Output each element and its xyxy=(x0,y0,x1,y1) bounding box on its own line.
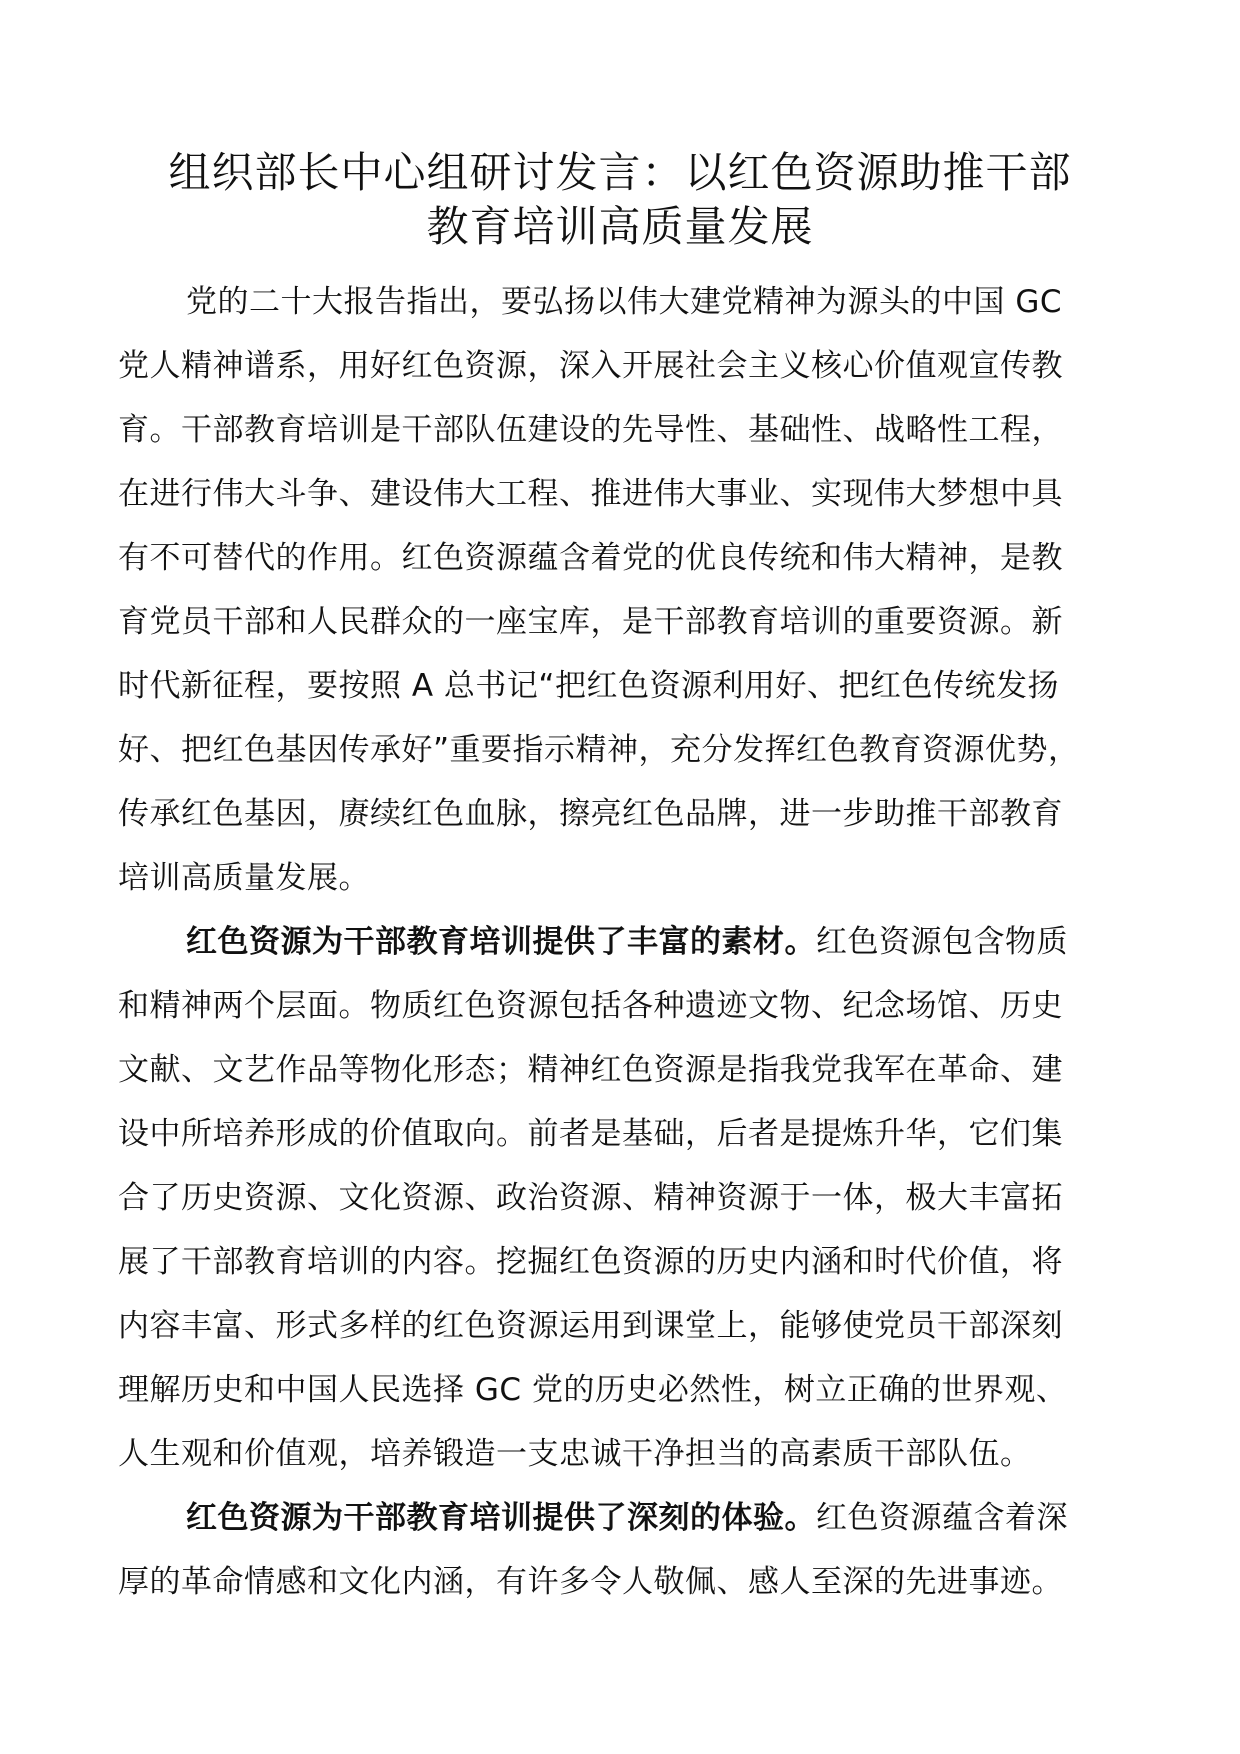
text-line: 党人精神谱系，用好红色资源，深入开展社会主义核心价值观宣传教 xyxy=(118,348,1063,384)
text-line: 展了干部教育培训的内容。挖掘红色资源的历史内涵和时代价值，将 xyxy=(118,1244,1063,1280)
text-line: 有不可替代的作用。红色资源蕴含着党的优良传统和伟大精神，是教 xyxy=(118,540,1063,576)
text-line: 理解历史和中国人民选择 GC 党的历史必然性，树立正确的世界观、 xyxy=(118,1372,1068,1408)
text-line: 育党员干部和人民群众的一座宝库，是干部教育培训的重要资源。新 xyxy=(118,604,1063,640)
bold-heading: 红色资源为干部教育培训提供了丰富的素材。 xyxy=(186,924,816,960)
text-line: 育。干部教育培训是干部队伍建设的先导性、基础性、战略性工程， xyxy=(118,412,1063,448)
title-line-1: 组织部长中心组研讨发言：以红色资源助推干部 xyxy=(168,148,1072,197)
text-line: 时代新征程，要按照 A 总书记“把红色资源利用好、把红色传统发扬 xyxy=(118,668,1059,704)
text-line: 培训高质量发展。 xyxy=(118,860,370,896)
text-line: 设中所培养形成的价值取向。前者是基础，后者是提炼升华，它们集 xyxy=(118,1116,1063,1152)
paragraph-experience xyxy=(118,1486,1128,1614)
text-line: 好、把红色基因传承好”重要指示精神，充分发挥红色教育资源优势， xyxy=(118,732,1080,768)
text-line: 在进行伟大斗争、建设伟大工程、推进伟大事业、实现伟大梦想中具 xyxy=(118,476,1063,512)
text-line xyxy=(118,1486,1128,1550)
text-line: 人生观和价值观，培养锻造一支忠诚干净担当的高素质干部队伍。 xyxy=(118,1436,1032,1472)
document-body xyxy=(118,270,1128,1614)
text-line xyxy=(118,910,1128,974)
text-line: 和精神两个层面。物质红色资源包括各种遗迹文物、纪念场馆、历史 xyxy=(118,988,1063,1024)
text-line: 合了历史资源、文化资源、政治资源、精神资源于一体，极大丰富拓 xyxy=(118,1180,1063,1216)
text-run: 红色资源蕴含着深 xyxy=(816,1500,1068,1536)
document-title xyxy=(110,146,1130,254)
paragraph-intro xyxy=(118,270,1128,910)
text-line: 文献、文艺作品等物化形态；精神红色资源是指我党我军在革命、建 xyxy=(118,1052,1063,1088)
text-run: 红色资源包含物质 xyxy=(816,924,1068,960)
text-line: 内容丰富、形式多样的红色资源运用到课堂上，能够使党员干部深刻 xyxy=(118,1308,1063,1344)
bold-heading: 红色资源为干部教育培训提供了深刻的体验。 xyxy=(186,1500,816,1536)
text-line: 传承红色基因，赓续红色血脉，擦亮红色品牌，进一步助推干部教育 xyxy=(118,796,1063,832)
text-line: 党的二十大报告指出，要弘扬以伟大建党精神为源头的中国 GC xyxy=(186,284,1063,320)
title-line-2: 教育培训高质量发展 xyxy=(426,202,814,251)
text-line: 厚的革命情感和文化内涵，有许多令人敬佩、感人至深的先进事迹。 xyxy=(118,1564,1063,1600)
paragraph-materials xyxy=(118,910,1128,1486)
